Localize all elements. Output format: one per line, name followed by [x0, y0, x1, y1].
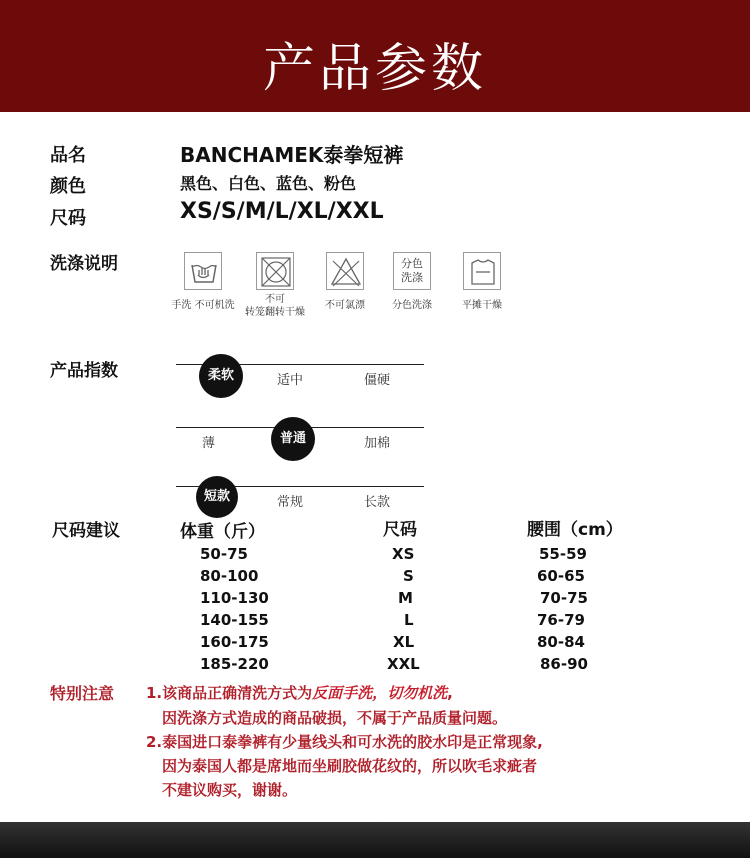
- page-title: 产品参数: [262, 39, 487, 99]
- col-header-waist: 腰围（cm）: [527, 520, 623, 540]
- notice-line-3: 2.泰国进口泰拳裤有少量线头和可水洗的胶水印是正常现象,: [146, 733, 543, 751]
- name-label: 品名: [50, 145, 86, 166]
- table-cell: 110-130: [200, 589, 269, 607]
- index-option-stiff: 僵硬: [364, 373, 391, 388]
- table-cell: 160-175: [200, 633, 269, 651]
- table-cell: 50-75: [200, 545, 248, 563]
- table-cell: XXL: [387, 655, 420, 673]
- notice-line-1-start: 1.该商品正确清洗方式为: [146, 684, 313, 702]
- table-cell: XL: [393, 633, 415, 651]
- index-label: 产品指数: [50, 361, 118, 381]
- table-cell: 60-65: [537, 567, 585, 585]
- notice-line-4: 因为泰国人都是席地而坐刷胶做花纹的，所以吹毛求疵者: [162, 757, 538, 775]
- notice-line-1-emphasis: 反面手洗，切勿机洗: [312, 684, 448, 702]
- col-header-weight: 体重（斤）: [180, 522, 265, 542]
- table-cell: L: [404, 611, 414, 629]
- size-label: 尺码: [50, 208, 86, 229]
- wash-text-4: 分色洗涤: [392, 300, 432, 311]
- table-cell: XS: [392, 545, 415, 563]
- index-option-long: 长款: [364, 495, 391, 510]
- wash-text-5: 平摊干燥: [462, 300, 502, 311]
- notice-line-1: [146, 682, 453, 703]
- separate-wash-icon: [393, 252, 431, 290]
- index-option-thin: 薄: [202, 436, 216, 451]
- table-cell: 70-75: [540, 589, 588, 607]
- color-label: 颜色: [50, 176, 86, 197]
- wash-text-3: 不可氯漂: [325, 300, 365, 311]
- notice-line-5: 不建议购买，谢谢。: [162, 781, 298, 799]
- index-option-padded: 加棉: [364, 436, 391, 451]
- name-value: BANCHAMEK泰拳短裤: [180, 143, 404, 167]
- table-cell: 86-90: [540, 655, 588, 673]
- col-header-size: 尺码: [383, 520, 417, 540]
- notice-label: 特别注意: [50, 684, 115, 703]
- footer-bar: [0, 822, 750, 858]
- size-value: XS/S/M/L/XL/XXL: [180, 199, 384, 224]
- header-banner: [0, 0, 750, 112]
- index-selected-softness: 柔软: [199, 354, 243, 398]
- index-selected-thickness: 普通: [271, 417, 315, 461]
- hand-wash-icon: [184, 252, 222, 290]
- table-cell: M: [398, 589, 413, 607]
- notice-line-1-end: ,: [447, 684, 453, 702]
- table-cell: 76-79: [537, 611, 585, 629]
- no-tumble-dry-icon: [256, 252, 294, 290]
- table-cell: S: [403, 567, 414, 585]
- wash-label: 洗涤说明: [50, 254, 118, 274]
- table-cell: 140-155: [200, 611, 269, 629]
- table-cell: 80-100: [200, 567, 259, 585]
- color-value: 黑色、白色、蓝色、粉色: [180, 174, 357, 193]
- wash-text-1: 手洗 不可机洗: [171, 300, 235, 311]
- table-cell: 55-59: [539, 545, 587, 563]
- index-selected-length: 短款: [196, 476, 238, 518]
- table-cell: 80-84: [537, 633, 585, 651]
- dry-flat-icon: [463, 252, 501, 290]
- no-bleach-icon: [326, 252, 364, 290]
- size-advice-label: 尺码建议: [52, 521, 120, 541]
- index-option-regular: 常规: [277, 495, 304, 510]
- notice-line-2: 因洗涤方式造成的商品破损，不属于产品质量问题。: [162, 709, 508, 727]
- index-option-medium: 适中: [277, 373, 304, 388]
- wash-text-2-line1: [238, 293, 312, 319]
- separate-wash-icon-text: 分色 洗涤: [401, 257, 423, 284]
- wash-text-2: 不可 转笼翻转干燥: [245, 294, 305, 318]
- table-cell: 185-220: [200, 655, 269, 673]
